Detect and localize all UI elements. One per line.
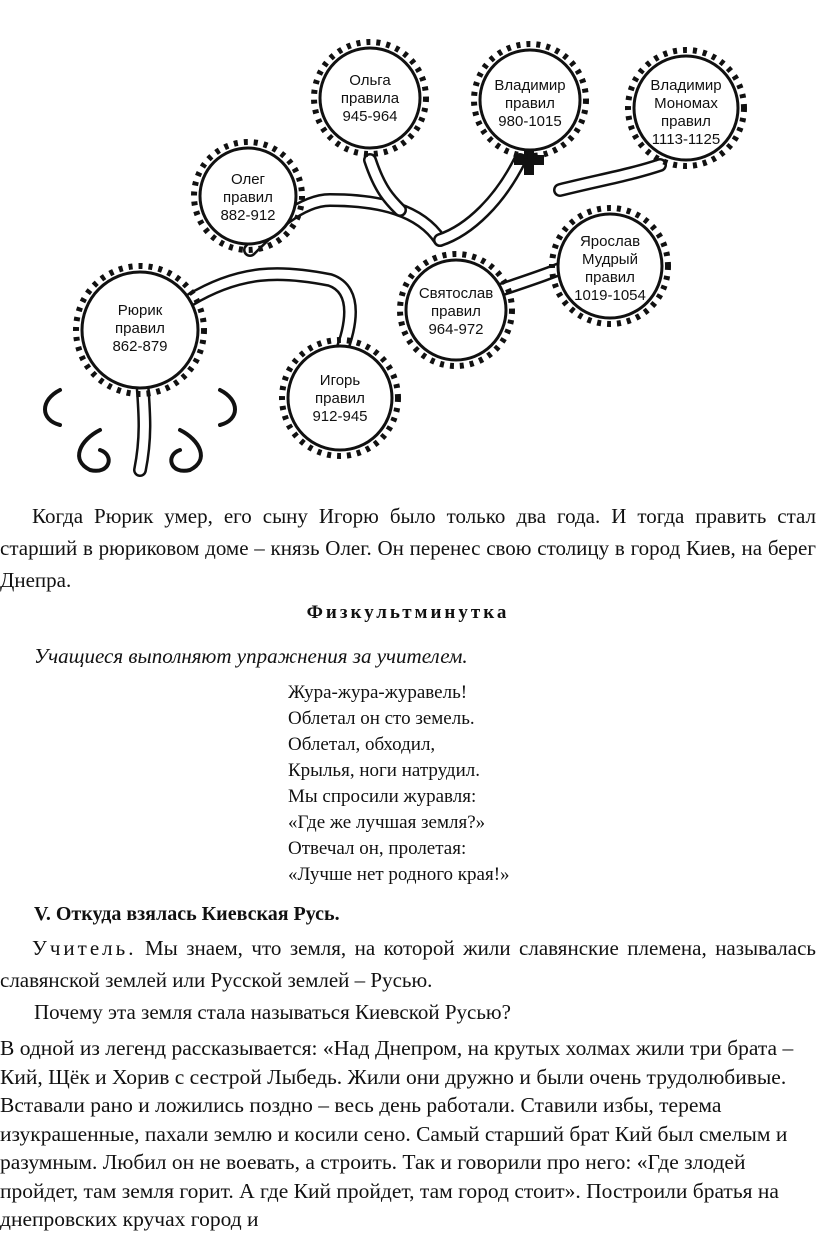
ruler-years: 912-945 <box>312 408 368 425</box>
ornament-curl <box>79 430 109 471</box>
ruler-verb: правил <box>661 113 711 130</box>
intro-paragraph: Когда Рюрик умер, его сыну Игорю было только два года. И тогда править стал старший в рюриковом доме – князь Олег. Он перенес свою столицу в город Киев, на берег Днепра. <box>0 504 816 592</box>
ruler-verb: правил <box>115 320 165 337</box>
family-tree-illustration <box>0 0 816 490</box>
instruction-text: Учащиеся выполняют упражнения за учителем. <box>34 644 468 668</box>
ruler-years: 945-964 <box>342 108 398 125</box>
ruler-verb: правила <box>340 90 400 107</box>
poem-line: Крылья, ноги натрудил. <box>288 760 480 781</box>
ornament-curl <box>220 390 235 425</box>
legend-paragraph: В одной из легенд рассказывается: «Над Днепром, на крутых холмах жили три брата – Кий, Щёк и Хорив с сестрой Лыбедь. Жили они дружно и были очень трудолюбивые. Вставали рано и ложились поздно – весь день работали. Ставили избы, терема изукрашенные, пахали землю и косили сено. Самый старший брат Кий был смелым и разумным. Любил он не воевать, а строить. Так и говорили про него: «Где злодей пройдет, там земля горит. А где Кий пройдет, там город стоит». Построили братья на днепровских кручах город и <box>0 1036 794 1231</box>
poem-line: Отвечал он, пролетая: <box>288 838 467 859</box>
ornament-curl <box>171 430 201 471</box>
teacher-label: Учитель. <box>32 936 137 960</box>
teacher-paragraph <box>0 932 816 996</box>
ruler-years: 980-1015 <box>498 113 562 130</box>
ruler-name: Ольга <box>349 72 391 89</box>
ruler-name: Святослав <box>418 285 494 302</box>
poem-line: Мы спросили журавля: <box>288 786 477 807</box>
ruler-verb: правил <box>223 189 273 206</box>
ruler-years: 1113-1125 <box>651 131 721 148</box>
poem-line: «Лучше нет родного края!» <box>288 864 510 885</box>
ruler-name: Ярослав <box>579 233 641 250</box>
poem-line: Облетал, обходил, <box>288 734 436 755</box>
ruler-years: 882-912 <box>220 207 276 224</box>
ruler-verb: правил <box>431 303 481 320</box>
ruler-name: Олег <box>230 171 266 188</box>
ruler-verb: правил <box>505 95 555 112</box>
question-text: Почему эта земля стала называться Киевской Русью? <box>34 1000 511 1024</box>
ruler-name: Игорь <box>319 372 361 389</box>
ornament-curl <box>45 390 60 425</box>
section-title: V. Откуда взялась Киевская Русь. <box>34 903 340 925</box>
ruler-name: Владимир <box>650 77 722 94</box>
poem-line: «Где же лучшая земля?» <box>288 812 486 833</box>
teacher-text: Мы знаем, что земля, на которой жили славянские племена, называлась славянской землей или Русской землей – Русью. <box>0 936 816 992</box>
poem-line: Облетал он сто земель. <box>288 708 475 729</box>
fizminutka-heading: Физкультминутка <box>306 602 510 623</box>
ruler-years: 964-972 <box>428 321 484 338</box>
ruler-name-2: Мудрый <box>582 251 638 268</box>
ruler-name: Рюрик <box>117 302 163 319</box>
poem-line: Жура-жура-журавель! <box>288 682 468 703</box>
ruler-name-2: Мономах <box>654 95 718 112</box>
ruler-verb: правил <box>585 269 635 286</box>
ruler-verb: правил <box>315 390 365 407</box>
ruler-years: 1019-1054 <box>574 287 646 304</box>
ruler-years: 862-879 <box>112 338 168 355</box>
ruler-name: Владимир <box>494 77 566 94</box>
poem <box>288 680 510 888</box>
branch <box>560 165 660 190</box>
branch <box>440 160 520 240</box>
